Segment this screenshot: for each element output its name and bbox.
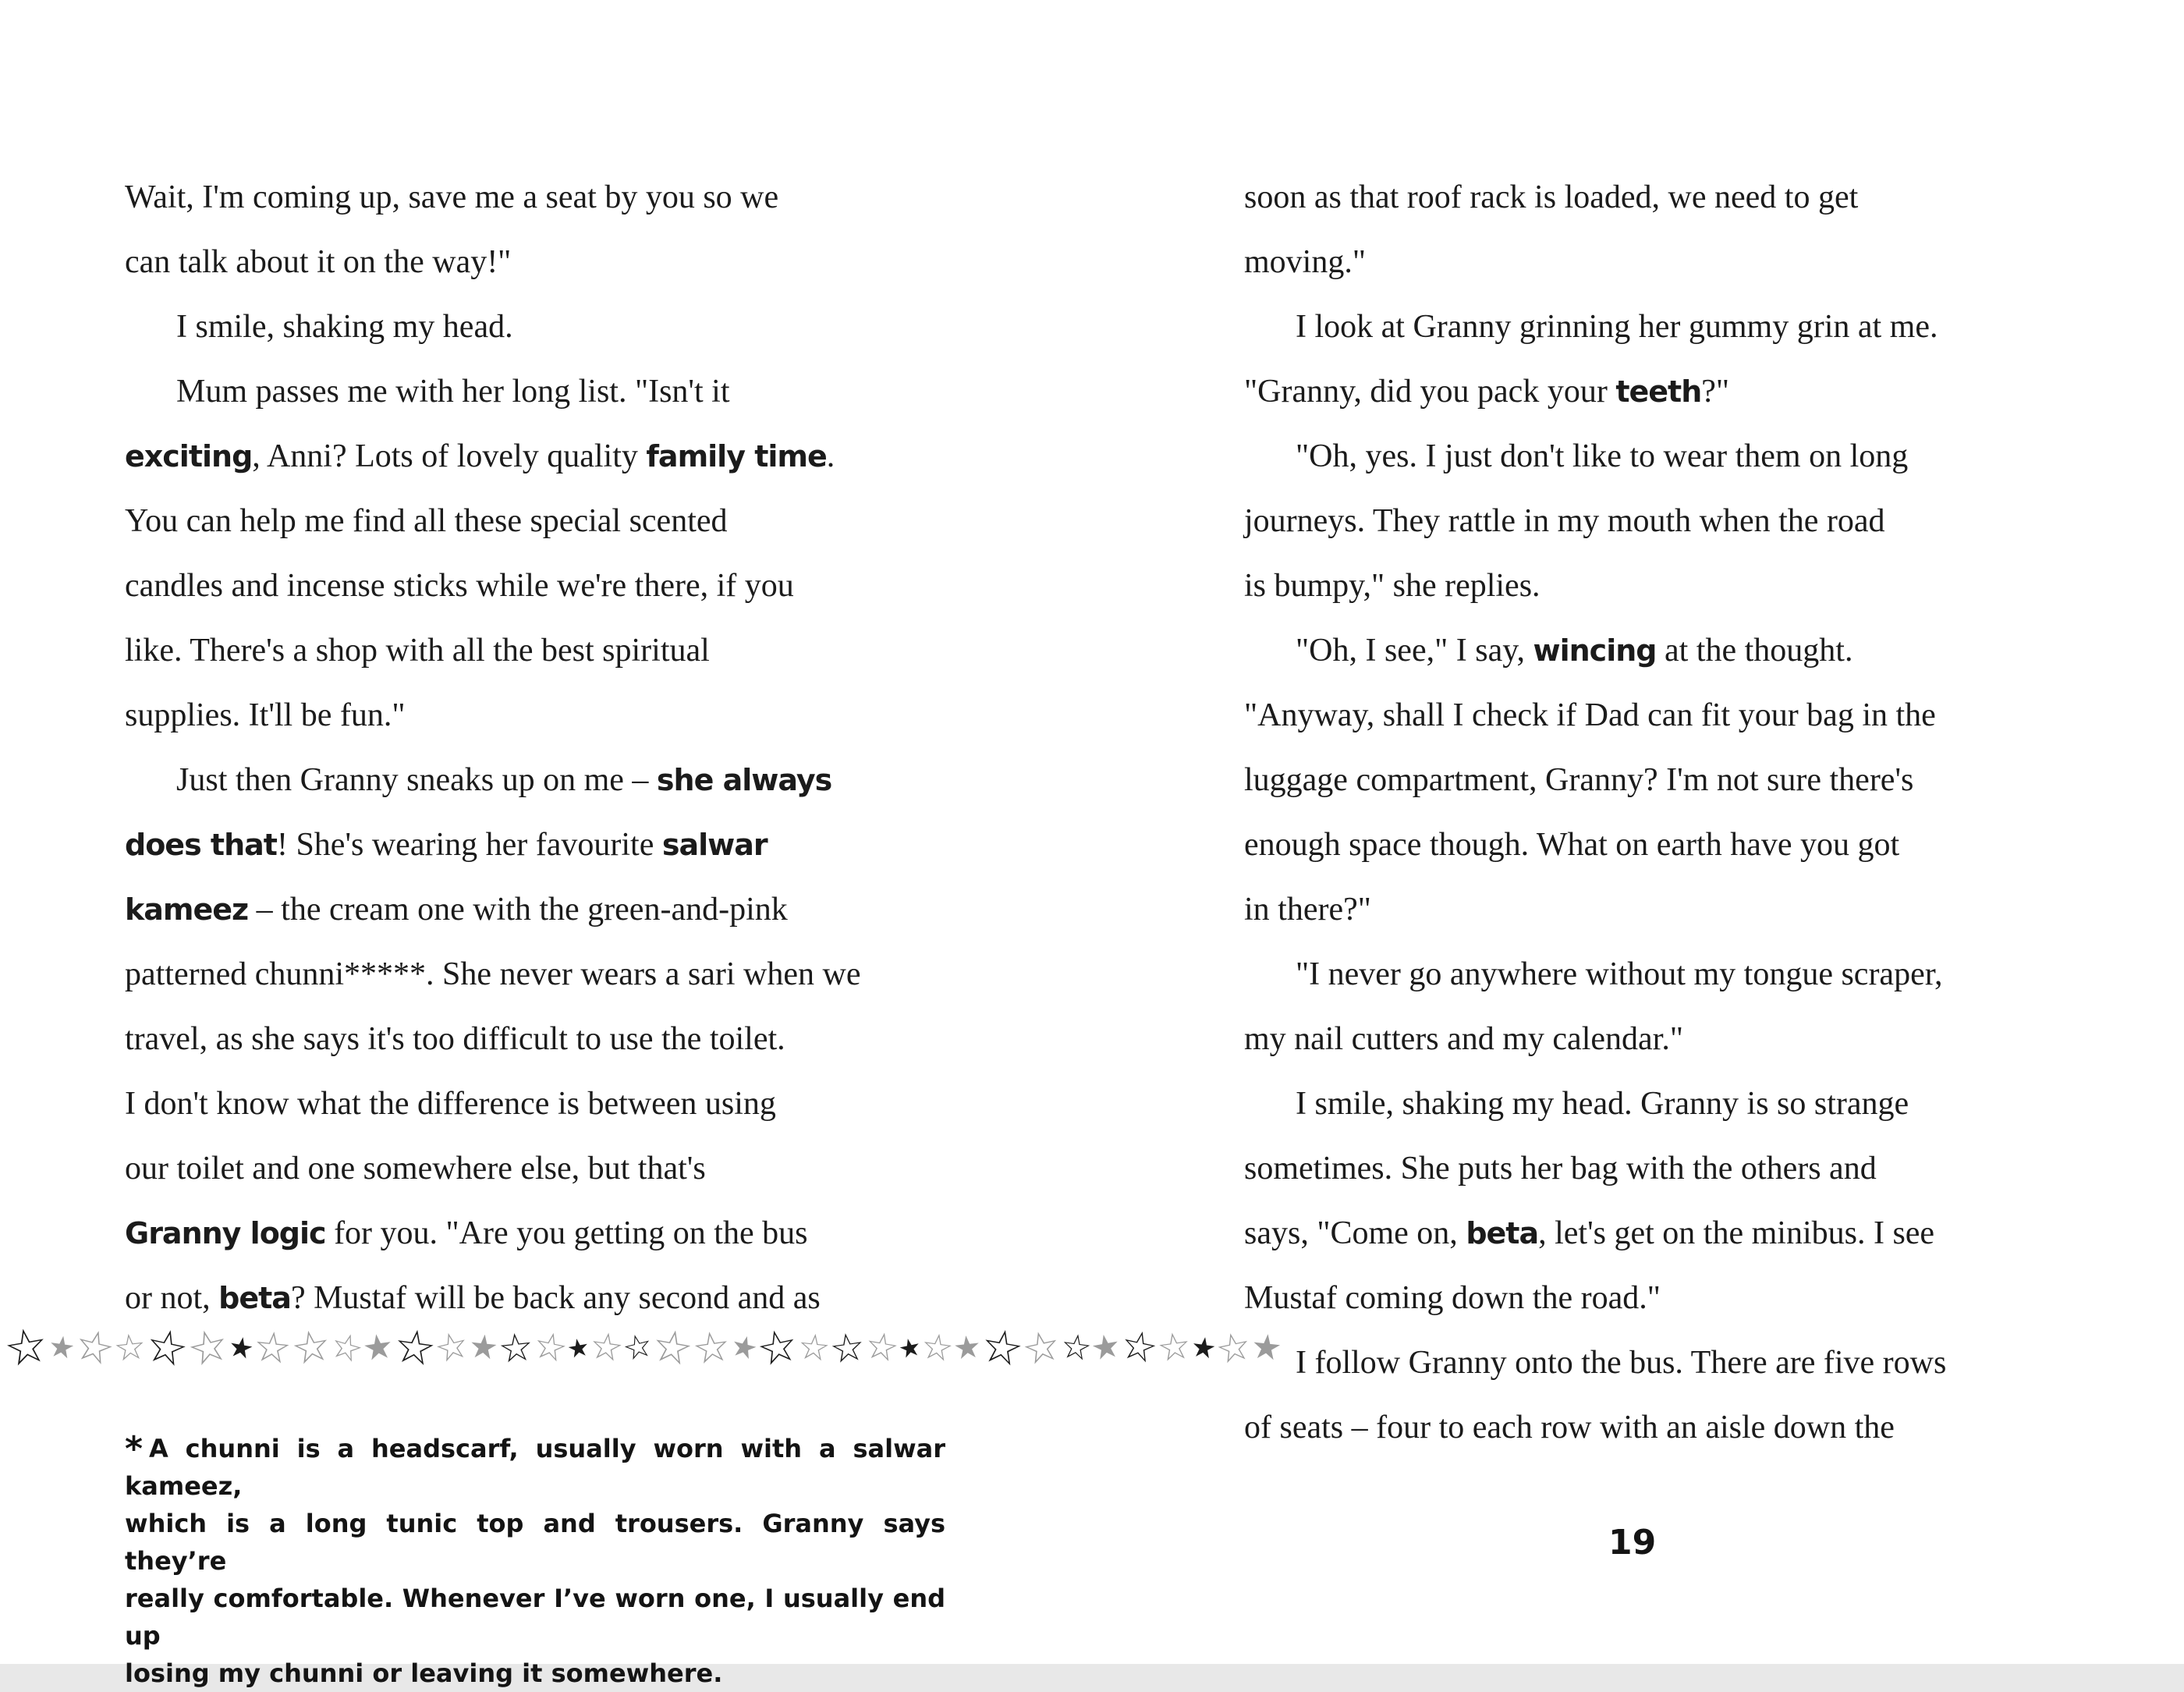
star-outline-icon: ☆ bbox=[861, 1324, 902, 1371]
text-line bbox=[1244, 1201, 2090, 1266]
text-line bbox=[1244, 683, 2090, 748]
text-segment: patterned chunni*****. She never wears a sari when we bbox=[125, 956, 861, 992]
bold-word: beta bbox=[1466, 1216, 1539, 1250]
text-line bbox=[125, 878, 971, 942]
star-outline-icon: ☆ bbox=[1018, 1321, 1065, 1375]
star-filled-icon: ★ bbox=[225, 1330, 257, 1366]
text-segment: – the cream one with the green-and-pink bbox=[248, 892, 788, 928]
star-divider bbox=[0, 1315, 1284, 1381]
star-filled-icon: ★ bbox=[895, 1332, 924, 1364]
text-segment: in there?" bbox=[1244, 892, 1371, 928]
text-segment: I smile, shaking my head. Granny is so strange bbox=[1296, 1086, 1909, 1122]
bold-word: wincing bbox=[1533, 633, 1657, 668]
text-line bbox=[125, 360, 971, 424]
bold-word: beta bbox=[218, 1281, 291, 1315]
text-segment: . bbox=[826, 438, 835, 474]
text-segment: our toilet and one somewhere else, but that's bbox=[125, 1151, 706, 1187]
footnote bbox=[125, 1430, 945, 1692]
text-line bbox=[1244, 1137, 2090, 1201]
star-outline-icon: ☆ bbox=[112, 1325, 148, 1370]
bold-word: family time bbox=[646, 439, 827, 474]
text-line bbox=[1244, 1327, 2090, 1396]
text-line bbox=[1244, 554, 2090, 619]
text-segment: supplies. It'll be fun." bbox=[125, 697, 406, 733]
text-line bbox=[125, 619, 971, 683]
text-segment: "Oh, yes. I just don't like to wear them on long bbox=[1296, 438, 1909, 474]
text-segment: like. There's a shop with all the best spiritual bbox=[125, 633, 710, 669]
text-line bbox=[125, 554, 971, 619]
star-outline-icon: ☆ bbox=[752, 1318, 803, 1377]
star-filled-icon: ★ bbox=[1249, 1327, 1284, 1368]
star-outline-icon: ☆ bbox=[325, 1324, 368, 1371]
text-line bbox=[1244, 360, 2090, 424]
text-segment: for you. "Are you getting on the bus bbox=[325, 1215, 808, 1251]
text-segment: Mum passes me with her long list. "Isn't it bbox=[176, 374, 730, 410]
star-filled-icon: ★ bbox=[1088, 1328, 1124, 1368]
text-line bbox=[1244, 1007, 2090, 1072]
bold-word: she always bbox=[656, 763, 832, 797]
bold-word: kameez bbox=[125, 892, 249, 927]
text-line bbox=[125, 424, 971, 489]
star-filled-icon: ★ bbox=[45, 1329, 77, 1367]
text-segment: "Oh, I see," I say, bbox=[1296, 633, 1533, 669]
star-outline-icon: ☆ bbox=[587, 1325, 626, 1371]
text-line bbox=[125, 1201, 971, 1266]
text-line bbox=[1244, 1266, 2090, 1331]
text-line bbox=[125, 1072, 971, 1137]
text-line bbox=[125, 489, 971, 554]
text-segment: Mustaf coming down the road." bbox=[1244, 1280, 1661, 1316]
star-outline-icon: ☆ bbox=[1116, 1321, 1162, 1374]
footnote-asterisk: * bbox=[125, 1429, 144, 1469]
text-segment: luggage compartment, Granny? I'm not sure there's bbox=[1244, 762, 1914, 798]
text-line bbox=[1244, 1396, 2090, 1460]
text-segment: sometimes. She puts her bag with the others and bbox=[1244, 1151, 1877, 1187]
star-filled-icon: ★ bbox=[360, 1326, 396, 1369]
star-outline-icon: ☆ bbox=[977, 1318, 1027, 1378]
text-segment: at the thought. bbox=[1656, 633, 1853, 669]
star-filled-icon: ★ bbox=[951, 1328, 983, 1367]
star-outline-icon: ☆ bbox=[431, 1323, 474, 1372]
text-line bbox=[1244, 748, 2090, 813]
text-segment: You can help me find all these special scented bbox=[125, 503, 728, 539]
text-line bbox=[125, 230, 971, 295]
bold-word: exciting bbox=[125, 439, 253, 474]
text-line bbox=[1244, 295, 2090, 360]
footnote-line: losing my chunni or leaving it somewhere. bbox=[125, 1658, 723, 1688]
star-outline-icon: ☆ bbox=[529, 1324, 572, 1371]
text-segment: I follow Granny onto the bus. There are five rows bbox=[1296, 1345, 1947, 1381]
text-segment: Wait, I'm coming up, save me a seat by you so we bbox=[125, 179, 779, 215]
star-outline-icon: ☆ bbox=[69, 1319, 119, 1377]
text-segment: ? Mustaf will be back any second and as bbox=[290, 1280, 821, 1316]
text-line bbox=[1244, 489, 2090, 554]
text-segment: soon as that roof rack is loaded, we need to get bbox=[1244, 179, 1859, 215]
star-outline-icon: ☆ bbox=[796, 1325, 832, 1370]
star-outline-icon: ☆ bbox=[648, 1318, 697, 1377]
star-filled-icon: ★ bbox=[1189, 1330, 1218, 1366]
text-line bbox=[1244, 165, 2090, 230]
text-segment: says, "Come on, bbox=[1244, 1215, 1466, 1251]
text-line bbox=[1244, 424, 2090, 489]
text-segment: ! She's wearing her favourite bbox=[276, 827, 662, 863]
star-outline-icon: ☆ bbox=[827, 1324, 868, 1372]
star-filled-icon: ★ bbox=[727, 1328, 761, 1367]
footnote-line: * A chunni is a headscarf, usually worn with a salwar kameez, bbox=[125, 1429, 945, 1501]
star-filled-icon: ★ bbox=[564, 1332, 592, 1364]
text-line bbox=[1244, 942, 2090, 1007]
right-page-text bbox=[1244, 165, 2090, 1460]
text-segment: Just then Granny sneaks up on me – bbox=[176, 762, 657, 798]
text-segment: "I never go anywhere without my tongue scraper, bbox=[1296, 956, 1943, 992]
text-segment: journeys. They rattle in my mouth when the road bbox=[1244, 503, 1885, 539]
star-outline-icon: ☆ bbox=[1211, 1322, 1256, 1374]
star-outline-icon: ☆ bbox=[918, 1325, 956, 1370]
text-segment: my nail cutters and my calendar." bbox=[1244, 1021, 1683, 1057]
text-segment: can talk about it on the way!" bbox=[125, 244, 512, 280]
star-outline-icon: ☆ bbox=[251, 1322, 294, 1374]
star-outline-icon: ☆ bbox=[0, 1318, 53, 1378]
text-segment: I don't know what the difference is between using bbox=[125, 1086, 776, 1122]
star-outline-icon: ☆ bbox=[690, 1321, 734, 1375]
text-segment: I smile, shaking my head. bbox=[176, 309, 513, 345]
bold-word: salwar bbox=[661, 828, 768, 862]
text-line bbox=[1244, 878, 2090, 942]
footnote-line: which is a long tunic top and trousers. Granny says they’re bbox=[125, 1509, 945, 1576]
star-outline-icon: ☆ bbox=[1058, 1326, 1094, 1369]
text-line bbox=[1244, 619, 2090, 683]
text-line bbox=[125, 942, 971, 1007]
star-filled-icon: ★ bbox=[467, 1328, 501, 1367]
text-line bbox=[125, 813, 971, 878]
text-segment: ?" bbox=[1701, 374, 1730, 410]
text-line bbox=[125, 748, 971, 813]
text-segment: of seats – four to each row with an aisle down the bbox=[1244, 1410, 1895, 1445]
star-outline-icon: ☆ bbox=[496, 1324, 536, 1372]
page-number: 19 bbox=[1608, 1523, 1657, 1563]
text-line bbox=[125, 1007, 971, 1072]
text-segment: candles and incense sticks while we're there, if you bbox=[125, 568, 794, 604]
star-outline-icon: ☆ bbox=[287, 1321, 335, 1375]
bold-word: Granny logic bbox=[125, 1216, 326, 1250]
text-line bbox=[1244, 813, 2090, 878]
text-line bbox=[125, 683, 971, 748]
left-page-text bbox=[125, 165, 971, 1331]
text-line bbox=[1244, 1072, 2090, 1137]
text-segment: moving." bbox=[1244, 244, 1366, 280]
text-line bbox=[1244, 230, 2090, 295]
text-segment: or not, bbox=[125, 1280, 219, 1316]
text-segment: , let's get on the minibus. I see bbox=[1538, 1215, 1935, 1251]
text-segment: enough space though. What on earth have you got bbox=[1244, 827, 1900, 863]
text-line bbox=[125, 295, 971, 360]
star-outline-icon: ☆ bbox=[182, 1318, 234, 1378]
star-outline-icon: ☆ bbox=[390, 1319, 439, 1377]
text-segment: , Anni? Lots of lovely quality bbox=[252, 438, 647, 474]
text-line bbox=[125, 165, 971, 230]
text-segment: I look at Granny grinning her gummy grin at me. bbox=[1296, 309, 1938, 345]
bold-word: teeth bbox=[1615, 374, 1702, 409]
text-segment: travel, as she says it's too difficult to use the toilet. bbox=[125, 1021, 785, 1057]
star-outline-icon: ☆ bbox=[1154, 1325, 1194, 1371]
text-segment: "Granny, did you pack your bbox=[1244, 374, 1616, 410]
star-outline-icon: ☆ bbox=[140, 1318, 193, 1378]
text-line bbox=[125, 1137, 971, 1201]
footnote-line: really comfortable. Whenever I’ve worn one, I usually end up bbox=[125, 1584, 945, 1651]
bold-word: does that bbox=[125, 828, 277, 862]
star-outline-icon: ☆ bbox=[619, 1327, 657, 1369]
text-segment: "Anyway, shall I check if Dad can fit your bag in the bbox=[1244, 697, 1936, 733]
text-segment: is bumpy," she replies. bbox=[1244, 568, 1540, 604]
